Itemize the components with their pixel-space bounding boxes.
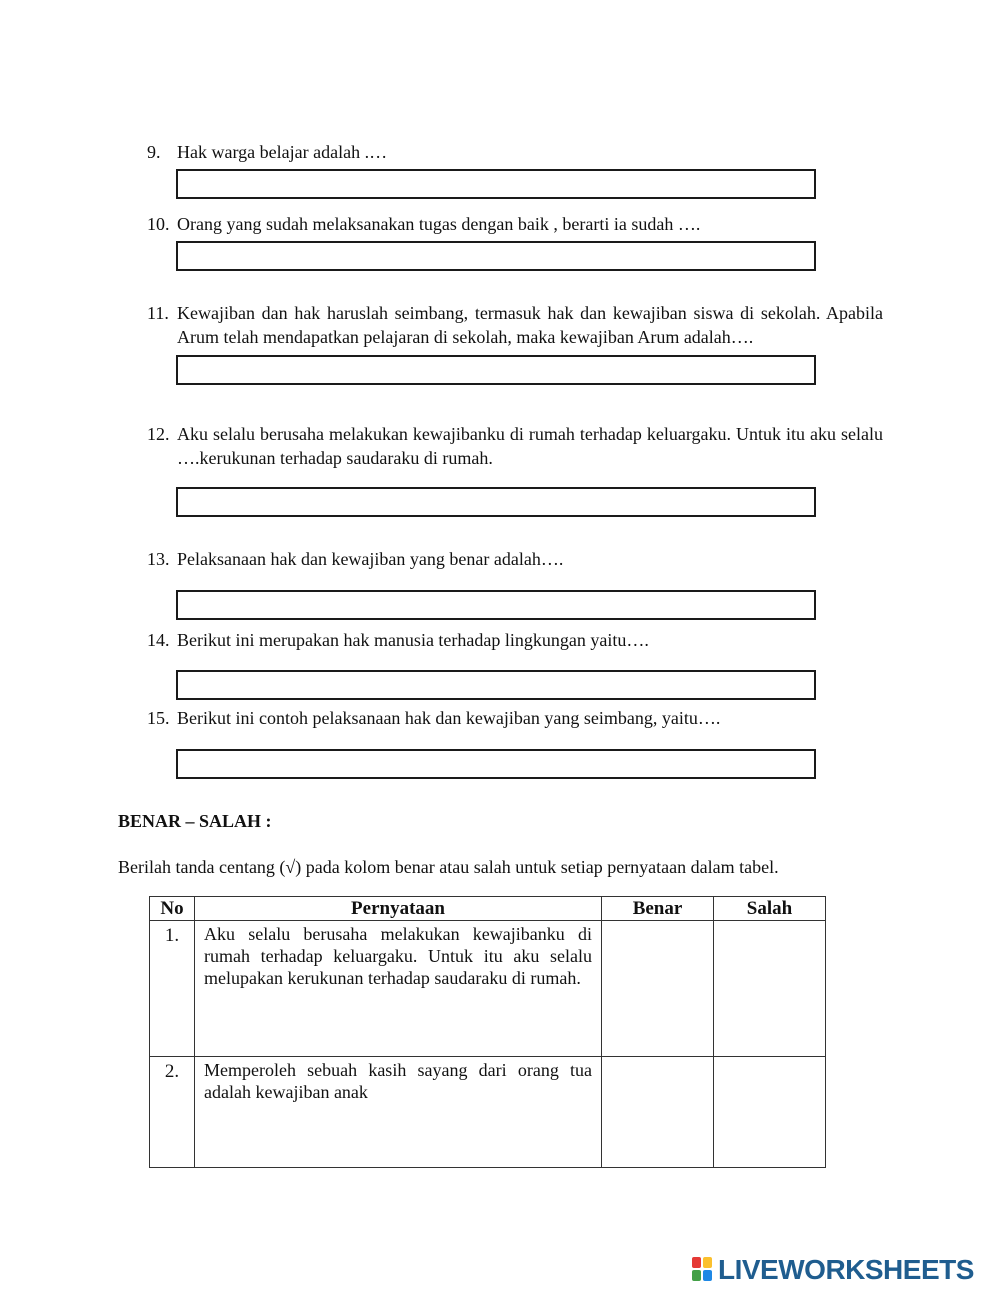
question-number: 10. bbox=[147, 214, 170, 234]
answer-field-14[interactable] bbox=[176, 670, 816, 700]
question-number: 12. bbox=[147, 424, 170, 444]
table-header-row bbox=[150, 897, 826, 921]
answer-field-12[interactable] bbox=[176, 487, 816, 517]
false-checkbox-cell[interactable] bbox=[714, 1057, 826, 1168]
row-statement: Memperoleh sebuah kasih sayang dari orang tua adalah kewajiban anak bbox=[195, 1057, 602, 1168]
question-number: 13. bbox=[147, 549, 170, 569]
section-instruction: Berilah tanda centang (√) pada kolom benar atau salah untuk setiap pernyataan dalam tabel. bbox=[118, 857, 779, 877]
question-number: 11. bbox=[147, 303, 169, 323]
question-number: 9. bbox=[147, 142, 161, 162]
question-text: Aku selalu berusaha melakukan kewajibanku di rumah terhadap keluargaku. Untuk itu aku selalu ….kerukunan terhadap saudaraku di rumah. bbox=[177, 424, 883, 468]
question-text: Hak warga belajar adalah .… bbox=[177, 142, 388, 162]
header-statement: Pernyataan bbox=[195, 897, 602, 921]
true-checkbox-cell[interactable] bbox=[602, 921, 714, 1057]
table-row bbox=[150, 1057, 826, 1168]
liveworksheets-logo bbox=[692, 1254, 974, 1286]
statement-table bbox=[149, 896, 826, 1168]
table-row bbox=[150, 921, 826, 1057]
row-number: 2. bbox=[150, 1057, 195, 1168]
question-text: Berikut ini merupakan hak manusia terhadap lingkungan yaitu…. bbox=[177, 630, 649, 650]
question-text: Berikut ini contoh pelaksanaan hak dan kewajiban yang seimbang, yaitu…. bbox=[177, 708, 721, 728]
logo-text: LIVEWORKSHEETS bbox=[718, 1254, 974, 1285]
answer-field-9[interactable] bbox=[176, 169, 816, 199]
header-false: Salah bbox=[714, 897, 826, 921]
question-text: Kewajiban dan hak haruslah seimbang, termasuk hak dan kewajiban siswa di sekolah. Apabila Arum telah mendapatkan pelajaran di sekolah, maka kewajiban Arum adalah…. bbox=[177, 303, 883, 347]
true-checkbox-cell[interactable] bbox=[602, 1057, 714, 1168]
row-number: 1. bbox=[150, 921, 195, 1057]
section-heading: BENAR – SALAH : bbox=[118, 811, 272, 831]
header-true: Benar bbox=[602, 897, 714, 921]
answer-field-13[interactable] bbox=[176, 590, 816, 620]
question-number: 15. bbox=[147, 708, 170, 728]
row-statement: Aku selalu berusaha melakukan kewajibanku di rumah terhadap keluargaku. Untuk itu aku selalu melupakan kerukunan terhadap saudaraku di rumah. bbox=[195, 921, 602, 1057]
answer-field-15[interactable] bbox=[176, 749, 816, 779]
question-text: Pelaksanaan hak dan kewajiban yang benar adalah…. bbox=[177, 549, 564, 569]
question-text: Orang yang sudah melaksanakan tugas dengan baik , berarti ia sudah …. bbox=[177, 214, 701, 234]
false-checkbox-cell[interactable] bbox=[714, 921, 826, 1057]
answer-field-10[interactable] bbox=[176, 241, 816, 271]
logo-grid-icon bbox=[692, 1257, 714, 1283]
question-number: 14. bbox=[147, 630, 170, 650]
header-no: No bbox=[150, 897, 195, 921]
answer-field-11[interactable] bbox=[176, 355, 816, 385]
